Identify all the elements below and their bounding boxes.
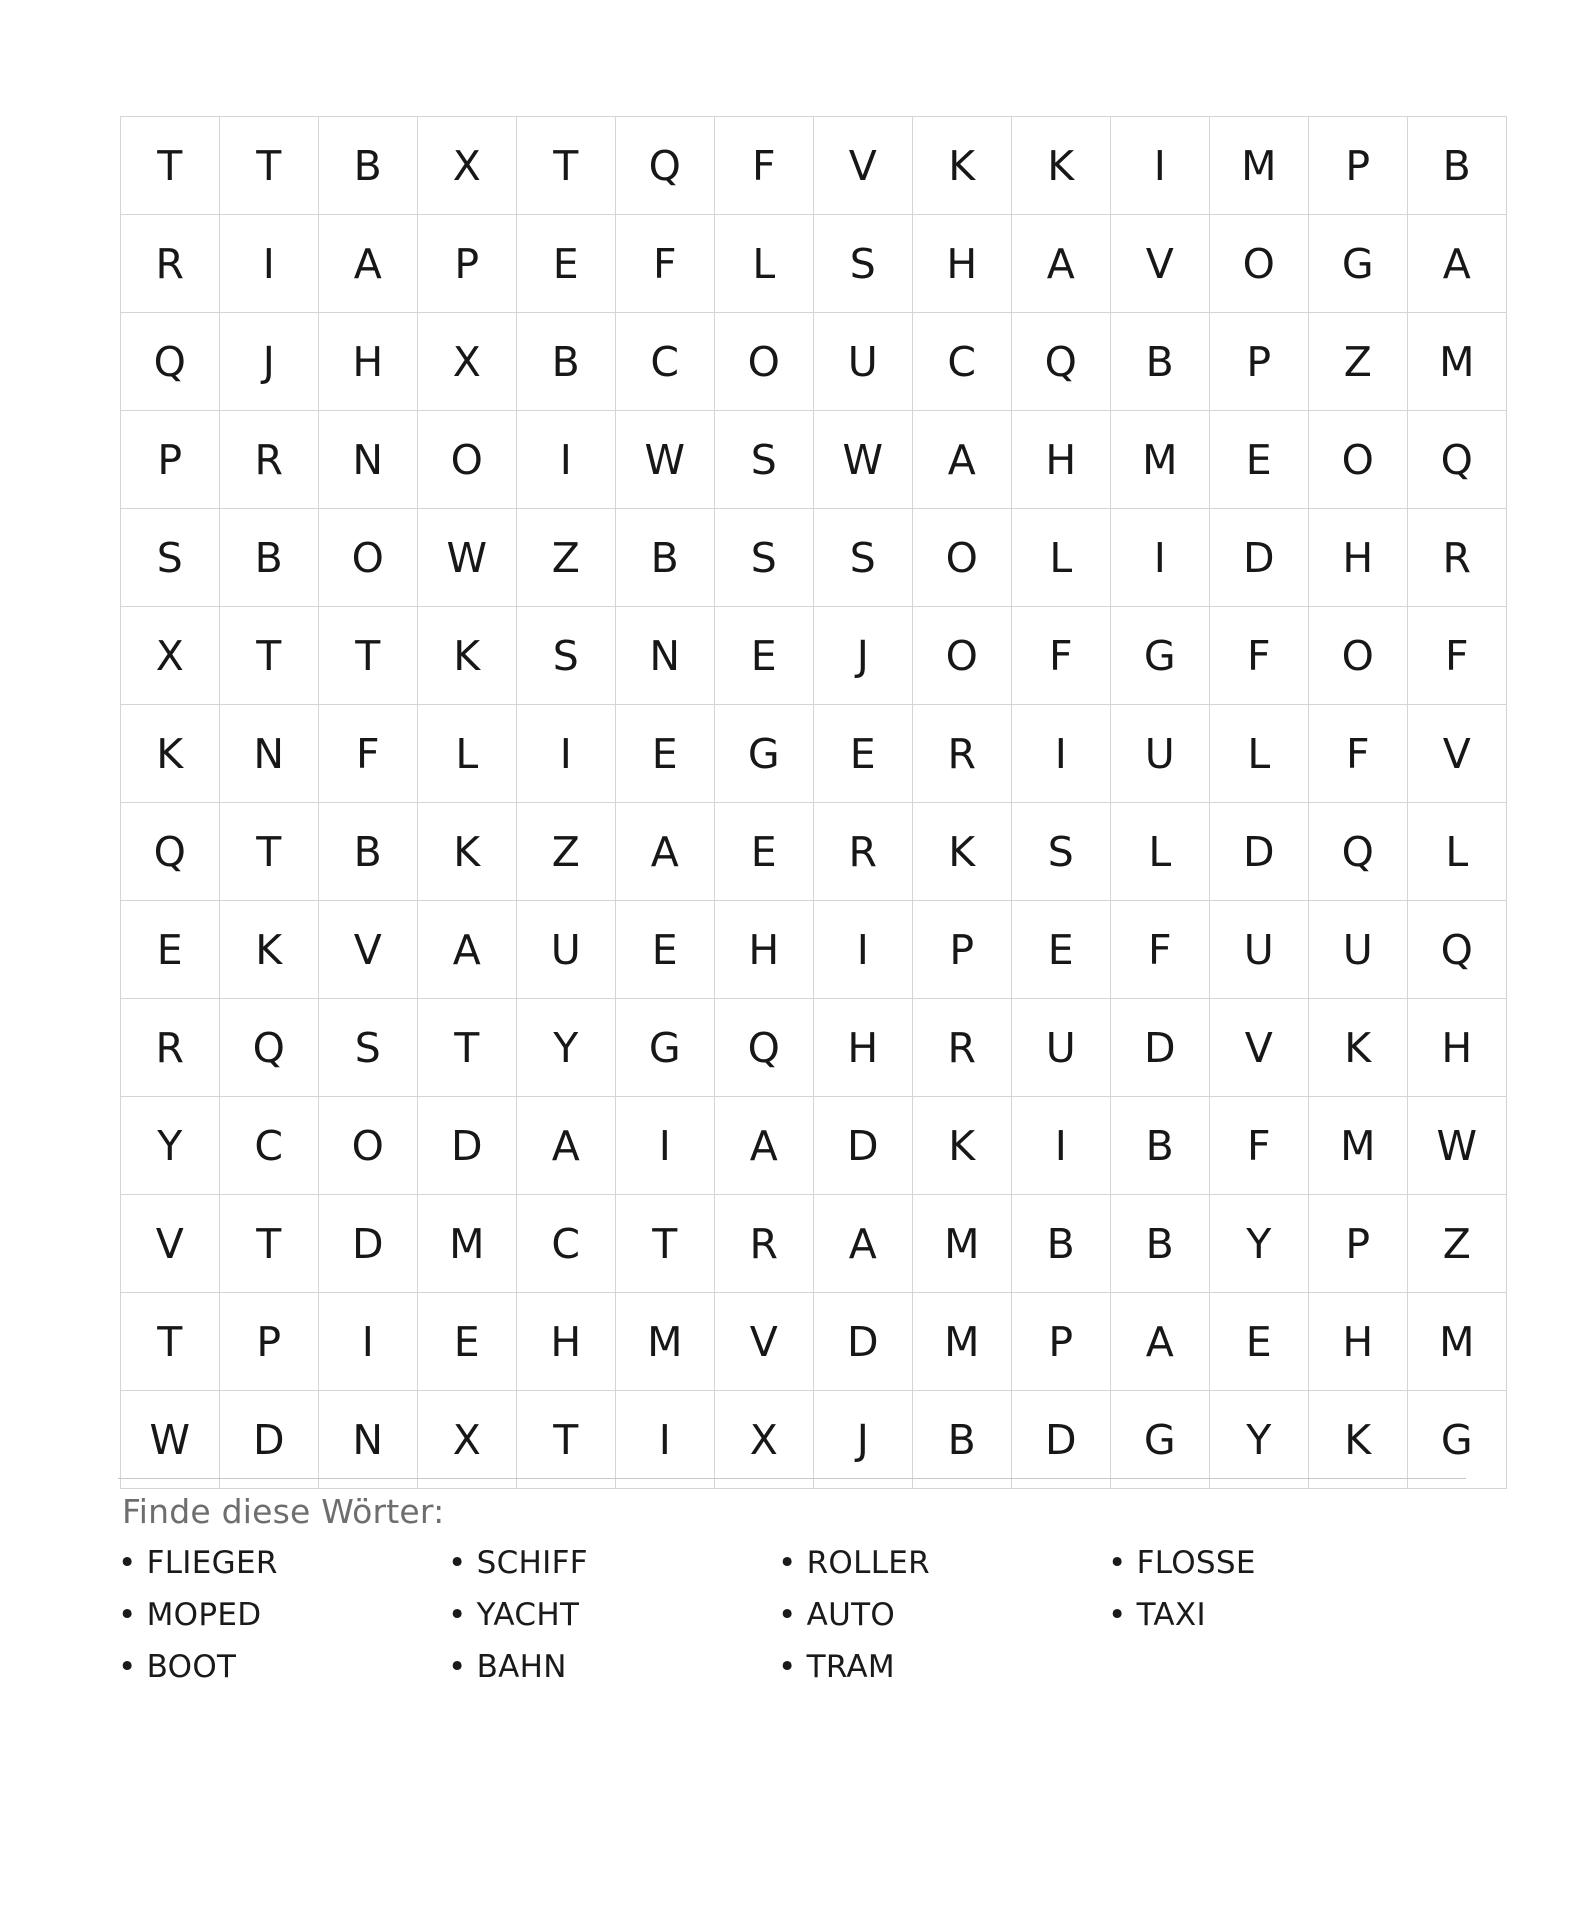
letter-cell[interactable]: D	[1210, 509, 1309, 607]
word-label: BAHN	[476, 1649, 567, 1685]
letter-cell[interactable]: R	[913, 999, 1012, 1097]
letter-cell[interactable]: G	[1111, 607, 1210, 705]
letter-cell[interactable]: Z	[517, 803, 616, 901]
bullet-icon: •	[778, 1649, 797, 1685]
letter-cell[interactable]: O	[1309, 411, 1408, 509]
letter-cell[interactable]: K	[1012, 117, 1111, 215]
letter-grid-row	[121, 999, 1507, 1097]
word-label: ROLLER	[806, 1545, 931, 1581]
letter-cell[interactable]: W	[1408, 1097, 1507, 1195]
letter-grid-body	[121, 117, 1507, 1489]
letter-cell[interactable]: B	[1111, 1195, 1210, 1293]
letter-cell[interactable]: Q	[1408, 411, 1507, 509]
letter-cell[interactable]: U	[814, 313, 913, 411]
letter-cell[interactable]: E	[418, 1293, 517, 1391]
letter-cell[interactable]: P	[121, 411, 220, 509]
letter-cell[interactable]: E	[715, 607, 814, 705]
letter-cell[interactable]: M	[616, 1293, 715, 1391]
letter-cell[interactable]: G	[1111, 1391, 1210, 1489]
letter-cell[interactable]: G	[616, 999, 715, 1097]
letter-cell[interactable]: A	[616, 803, 715, 901]
letter-cell[interactable]: V	[1408, 705, 1507, 803]
letter-cell[interactable]: U	[1309, 901, 1408, 999]
word-list-item[interactable]	[118, 1649, 448, 1685]
letter-cell[interactable]: K	[913, 803, 1012, 901]
letter-cell[interactable]: Q	[220, 999, 319, 1097]
letter-cell[interactable]: H	[814, 999, 913, 1097]
letter-cell[interactable]: T	[319, 607, 418, 705]
bullet-icon: •	[448, 1597, 467, 1633]
letter-cell[interactable]: T	[220, 803, 319, 901]
letter-cell[interactable]: P	[1012, 1293, 1111, 1391]
word-list-item[interactable]	[448, 1649, 778, 1685]
letter-cell[interactable]: H	[1309, 509, 1408, 607]
word-list-item[interactable]	[448, 1545, 778, 1581]
letter-cell[interactable]: T	[121, 1293, 220, 1391]
letter-cell[interactable]: K	[913, 1097, 1012, 1195]
letter-cell[interactable]: M	[913, 1195, 1012, 1293]
letter-cell[interactable]: I	[1012, 1097, 1111, 1195]
letter-cell[interactable]: B	[1111, 313, 1210, 411]
letter-cell[interactable]: K	[418, 607, 517, 705]
letter-cell[interactable]: F	[616, 215, 715, 313]
letter-cell[interactable]: F	[1408, 607, 1507, 705]
letter-cell[interactable]: Z	[1408, 1195, 1507, 1293]
letter-cell[interactable]: H	[715, 901, 814, 999]
letter-cell[interactable]: O	[319, 1097, 418, 1195]
letter-cell[interactable]: B	[1111, 1097, 1210, 1195]
word-label: MOPED	[146, 1597, 262, 1633]
letter-cell[interactable]: K	[1309, 1391, 1408, 1489]
letter-cell[interactable]: S	[814, 509, 913, 607]
letter-cell[interactable]: F	[1012, 607, 1111, 705]
letter-cell[interactable]: P	[913, 901, 1012, 999]
word-list-item[interactable]	[118, 1545, 448, 1581]
letter-cell[interactable]: D	[319, 1195, 418, 1293]
letter-cell[interactable]: B	[616, 509, 715, 607]
letter-cell[interactable]: Q	[616, 117, 715, 215]
word-label: TRAM	[806, 1649, 895, 1685]
letter-cell[interactable]: R	[913, 705, 1012, 803]
letter-cell[interactable]: R	[121, 215, 220, 313]
letter-cell[interactable]: T	[616, 1195, 715, 1293]
letter-cell[interactable]: E	[715, 803, 814, 901]
letter-cell[interactable]: U	[1111, 705, 1210, 803]
letter-cell[interactable]: H	[1309, 1293, 1408, 1391]
letter-cell[interactable]: U	[1210, 901, 1309, 999]
letter-cell[interactable]: S	[517, 607, 616, 705]
letter-cell[interactable]: Q	[1012, 313, 1111, 411]
letter-cell[interactable]: B	[319, 803, 418, 901]
letter-cell[interactable]: E	[814, 705, 913, 803]
letter-cell[interactable]: T	[418, 999, 517, 1097]
letter-grid-row	[121, 509, 1507, 607]
letter-cell[interactable]: V	[121, 1195, 220, 1293]
letter-cell[interactable]: Q	[1309, 803, 1408, 901]
letter-cell[interactable]: G	[1408, 1391, 1507, 1489]
letter-cell[interactable]: O	[1309, 607, 1408, 705]
letter-cell[interactable]: K	[121, 705, 220, 803]
letter-cell[interactable]: Q	[1408, 901, 1507, 999]
letter-grid-row	[121, 607, 1507, 705]
letter-cell[interactable]: A	[814, 1195, 913, 1293]
word-label: FLIEGER	[146, 1545, 278, 1581]
bullet-icon: •	[778, 1545, 797, 1581]
letter-cell[interactable]: L	[1408, 803, 1507, 901]
letter-cell[interactable]: K	[913, 117, 1012, 215]
letter-cell[interactable]: R	[220, 411, 319, 509]
letter-cell[interactable]: F	[1111, 901, 1210, 999]
letter-cell[interactable]: D	[220, 1391, 319, 1489]
bullet-icon: •	[118, 1649, 137, 1685]
letter-cell[interactable]: H	[319, 313, 418, 411]
letter-cell[interactable]: I	[220, 215, 319, 313]
letter-cell[interactable]: I	[517, 411, 616, 509]
letter-cell[interactable]: Y	[1210, 1195, 1309, 1293]
letter-cell[interactable]: V	[814, 117, 913, 215]
letter-cell[interactable]: O	[913, 509, 1012, 607]
letter-cell[interactable]: N	[319, 411, 418, 509]
letter-cell[interactable]: E	[1012, 901, 1111, 999]
letter-cell[interactable]: Q	[121, 803, 220, 901]
letter-cell[interactable]: H	[517, 1293, 616, 1391]
letter-grid-table	[120, 116, 1507, 1489]
letter-grid-row	[121, 803, 1507, 901]
letter-cell[interactable]: T	[220, 1195, 319, 1293]
letter-cell[interactable]: A	[1408, 215, 1507, 313]
letter-grid-row	[121, 1097, 1507, 1195]
word-list-title: Finde diese Wörter:	[122, 1492, 445, 1531]
letter-grid-row	[121, 1391, 1507, 1489]
letter-cell[interactable]: M	[1408, 1293, 1507, 1391]
letter-cell[interactable]: J	[814, 1391, 913, 1489]
letter-cell[interactable]: P	[418, 215, 517, 313]
word-list-item[interactable]	[118, 1597, 448, 1633]
letter-cell[interactable]: F	[1309, 705, 1408, 803]
letter-cell[interactable]: C	[517, 1195, 616, 1293]
letter-cell[interactable]: W	[814, 411, 913, 509]
letter-cell[interactable]: X	[418, 313, 517, 411]
letter-cell[interactable]: A	[715, 1097, 814, 1195]
letter-cell[interactable]: S	[319, 999, 418, 1097]
bullet-icon: •	[118, 1545, 137, 1581]
letter-cell[interactable]: F	[1210, 1097, 1309, 1195]
letter-cell[interactable]: P	[1210, 313, 1309, 411]
letter-cell[interactable]: E	[121, 901, 220, 999]
letter-cell[interactable]: B	[319, 117, 418, 215]
letter-cell[interactable]: O	[1210, 215, 1309, 313]
letter-cell[interactable]: K	[1309, 999, 1408, 1097]
letter-cell[interactable]: X	[121, 607, 220, 705]
letter-cell[interactable]: D	[814, 1097, 913, 1195]
letter-cell[interactable]: E	[1210, 411, 1309, 509]
word-search-grid	[120, 116, 1478, 1489]
letter-cell[interactable]: M	[1408, 313, 1507, 411]
letter-cell[interactable]: P	[220, 1293, 319, 1391]
letter-cell[interactable]: A	[517, 1097, 616, 1195]
letter-grid-row	[121, 313, 1507, 411]
letter-cell[interactable]: M	[913, 1293, 1012, 1391]
letter-cell[interactable]: X	[715, 1391, 814, 1489]
letter-cell[interactable]: F	[715, 117, 814, 215]
letter-cell[interactable]: T	[517, 117, 616, 215]
letter-cell[interactable]: Q	[715, 999, 814, 1097]
letter-cell[interactable]: B	[913, 1391, 1012, 1489]
letter-grid-row	[121, 1195, 1507, 1293]
letter-cell[interactable]: I	[616, 1097, 715, 1195]
letter-cell[interactable]: N	[319, 1391, 418, 1489]
letter-cell[interactable]: H	[1012, 411, 1111, 509]
letter-cell[interactable]: P	[1309, 1195, 1408, 1293]
letter-cell[interactable]: S	[715, 509, 814, 607]
letter-cell[interactable]: X	[418, 1391, 517, 1489]
letter-cell[interactable]: W	[121, 1391, 220, 1489]
letter-cell[interactable]: E	[1210, 1293, 1309, 1391]
letter-cell[interactable]: I	[1111, 117, 1210, 215]
word-label: AUTO	[806, 1597, 896, 1633]
letter-cell[interactable]: Z	[1309, 313, 1408, 411]
letter-cell[interactable]: K	[418, 803, 517, 901]
letter-cell[interactable]: V	[1111, 215, 1210, 313]
letter-cell[interactable]: G	[715, 705, 814, 803]
letter-cell[interactable]: B	[1012, 1195, 1111, 1293]
letter-cell[interactable]: I	[616, 1391, 715, 1489]
bullet-icon: •	[1108, 1597, 1127, 1633]
letter-cell[interactable]: A	[319, 215, 418, 313]
letter-cell[interactable]: N	[220, 705, 319, 803]
word-list-item[interactable]	[1108, 1545, 1438, 1581]
word-list-item[interactable]	[778, 1649, 1108, 1685]
letter-cell[interactable]: Y	[1210, 1391, 1309, 1489]
word-list-section	[118, 1492, 1466, 1685]
letter-cell[interactable]: M	[1111, 411, 1210, 509]
letter-cell[interactable]: I	[814, 901, 913, 999]
word-label: TAXI	[1136, 1597, 1206, 1633]
letter-cell[interactable]: W	[616, 411, 715, 509]
bullet-icon: •	[1108, 1545, 1127, 1581]
letter-cell[interactable]: I	[517, 705, 616, 803]
bullet-icon: •	[778, 1597, 797, 1633]
letter-cell[interactable]: V	[319, 901, 418, 999]
letter-cell[interactable]: I	[1111, 509, 1210, 607]
word-list-item[interactable]	[448, 1597, 778, 1633]
letter-cell[interactable]: L	[1210, 705, 1309, 803]
letter-cell[interactable]: B	[220, 509, 319, 607]
letter-cell[interactable]: U	[517, 901, 616, 999]
letter-cell[interactable]: I	[319, 1293, 418, 1391]
letter-cell[interactable]: D	[1111, 999, 1210, 1097]
letter-cell[interactable]: Y	[121, 1097, 220, 1195]
word-list-items	[118, 1545, 1466, 1685]
word-list-item[interactable]	[1108, 1597, 1438, 1633]
letter-cell[interactable]: S	[121, 509, 220, 607]
letter-cell[interactable]: L	[1111, 803, 1210, 901]
letter-cell[interactable]: A	[418, 901, 517, 999]
letter-cell[interactable]: C	[616, 313, 715, 411]
letter-cell[interactable]: O	[319, 509, 418, 607]
letter-cell[interactable]: J	[814, 607, 913, 705]
letter-grid-row	[121, 411, 1507, 509]
letter-cell[interactable]: R	[1408, 509, 1507, 607]
letter-cell[interactable]: J	[220, 313, 319, 411]
letter-cell[interactable]: R	[814, 803, 913, 901]
letter-cell[interactable]: H	[913, 215, 1012, 313]
letter-cell[interactable]: F	[1210, 607, 1309, 705]
letter-cell[interactable]: Z	[517, 509, 616, 607]
letter-cell[interactable]: A	[1012, 215, 1111, 313]
letter-cell[interactable]: L	[418, 705, 517, 803]
letter-cell[interactable]: G	[1309, 215, 1408, 313]
letter-cell[interactable]: L	[1012, 509, 1111, 607]
letter-cell[interactable]: L	[715, 215, 814, 313]
letter-grid-row	[121, 215, 1507, 313]
letter-cell[interactable]: M	[1210, 117, 1309, 215]
letter-cell[interactable]: E	[616, 705, 715, 803]
bullet-icon: •	[118, 1597, 137, 1633]
letter-cell[interactable]: U	[1012, 999, 1111, 1097]
letter-cell[interactable]: M	[1309, 1097, 1408, 1195]
letter-cell[interactable]: I	[1012, 705, 1111, 803]
letter-cell[interactable]: F	[319, 705, 418, 803]
letter-cell[interactable]: Y	[517, 999, 616, 1097]
letter-cell[interactable]: D	[814, 1293, 913, 1391]
word-list-item[interactable]	[778, 1545, 1108, 1581]
letter-cell[interactable]: N	[616, 607, 715, 705]
letter-cell[interactable]: H	[1408, 999, 1507, 1097]
letter-grid-row	[121, 901, 1507, 999]
letter-cell[interactable]: O	[418, 411, 517, 509]
bullet-icon: •	[448, 1649, 467, 1685]
word-label: BOOT	[146, 1649, 237, 1685]
letter-cell[interactable]: T	[220, 117, 319, 215]
letter-cell[interactable]: X	[418, 117, 517, 215]
letter-cell[interactable]: P	[1309, 117, 1408, 215]
letter-cell[interactable]: T	[121, 117, 220, 215]
word-label: FLOSSE	[1136, 1545, 1256, 1581]
word-label: YACHT	[476, 1597, 580, 1633]
letter-cell[interactable]: K	[220, 901, 319, 999]
letter-cell[interactable]: T	[220, 607, 319, 705]
letter-cell[interactable]: D	[1210, 803, 1309, 901]
letter-cell[interactable]: M	[418, 1195, 517, 1293]
letter-cell[interactable]: S	[1012, 803, 1111, 901]
letter-cell[interactable]: D	[1012, 1391, 1111, 1489]
letter-cell[interactable]: Q	[121, 313, 220, 411]
letter-cell[interactable]: B	[1408, 117, 1507, 215]
section-divider	[118, 1478, 1466, 1479]
letter-cell[interactable]: W	[418, 509, 517, 607]
letter-cell[interactable]: S	[814, 215, 913, 313]
letter-cell[interactable]: C	[220, 1097, 319, 1195]
letter-grid-row	[121, 117, 1507, 215]
letter-cell[interactable]: B	[517, 313, 616, 411]
letter-cell[interactable]: O	[913, 607, 1012, 705]
letter-cell[interactable]: S	[715, 411, 814, 509]
letter-cell[interactable]: E	[517, 215, 616, 313]
letter-cell[interactable]: A	[1111, 1293, 1210, 1391]
letter-cell[interactable]: V	[1210, 999, 1309, 1097]
letter-cell[interactable]: E	[616, 901, 715, 999]
letter-cell[interactable]: A	[913, 411, 1012, 509]
letter-cell[interactable]: R	[121, 999, 220, 1097]
letter-cell[interactable]: V	[715, 1293, 814, 1391]
letter-cell[interactable]: D	[418, 1097, 517, 1195]
letter-cell[interactable]: O	[715, 313, 814, 411]
letter-cell[interactable]: C	[913, 313, 1012, 411]
bullet-icon: •	[448, 1545, 467, 1581]
letter-cell[interactable]: R	[715, 1195, 814, 1293]
word-list-item[interactable]	[778, 1597, 1108, 1633]
letter-grid-row	[121, 1293, 1507, 1391]
word-label: SCHIFF	[476, 1545, 588, 1581]
letter-grid-row	[121, 705, 1507, 803]
letter-cell[interactable]: T	[517, 1391, 616, 1489]
